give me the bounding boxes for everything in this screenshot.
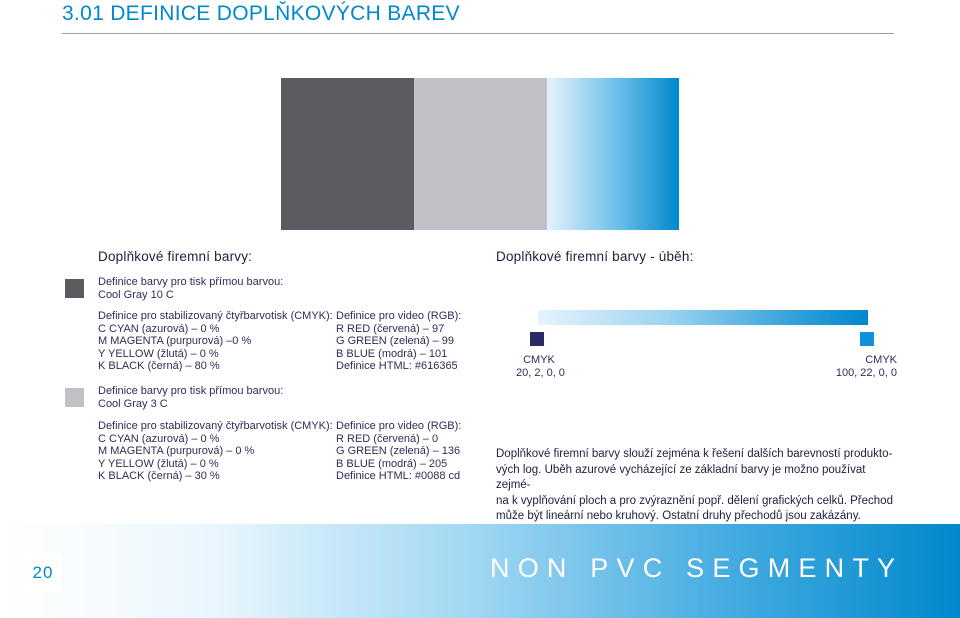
color1-cmyk-line: K BLACK (černá) – 80 % [98,360,220,373]
color1-cmyk-line: Y YELLOW (žlutá) – 0 % [98,347,219,360]
color2-spot-line: Cool Gray 3 C [98,397,168,410]
color1-rgb-definition [336,310,461,373]
description-line: Doplňkové firemní barvy slouží zejména k řešení dalších barevností produkto- [496,448,893,460]
color2-spot-line: Definice barvy pro tisk přímou barvou: [98,385,284,397]
page-number: 20 [24,554,62,592]
right-section-heading: Doplňkové firemní barvy - úběh: [496,249,694,264]
gradient-start-cmyk-title: CMYK [523,354,555,366]
color1-rgb-line: G GREEN (zelená) – 99 [336,335,454,348]
swatch-cool-gray-10 [281,78,414,230]
swatch-cool-gray-3 [414,78,547,230]
description-line: vých log. Uběh azurové vycházející ze základní barvy je možno používat zejmé- [496,463,866,491]
description-line: na k vyplňování ploch a pro zvýraznění popř. dělení grafických celků. Přechod [496,494,893,507]
color1-swatch [65,279,84,298]
color1-spot-definition [98,276,283,301]
color2-rgb-line: G GREEN (zelená) – 136 [336,445,461,458]
gradient-end-swatch [860,332,874,346]
title-divider [62,33,894,34]
color1-spot-line: Cool Gray 10 C [98,288,174,301]
color1-rgb-line: R RED (červená) – 97 [336,322,445,335]
color2-cmyk-line: C CYAN (azurová) – 0 % [98,432,220,445]
footer-brand: NON PVC SEGMENTY [490,553,904,583]
color2-cmyk-line: M MAGENTA (purpurová) – 0 % [98,445,255,458]
color2-rgb-line: B BLUE (modrá) – 205 [336,457,448,470]
color2-rgb-line: Definice HTML: #0088 cd [336,470,461,483]
color2-cmyk-definition [98,420,333,483]
gradient-start-cmyk-value: 20, 2, 0, 0 [516,367,565,379]
description-line: může být lineární nebo kruhový. Ostatní druhy přechodů jsou zakázány. [496,510,861,522]
color1-cmyk-line: Definice pro stabilizovaný čtyřbarvotisk (CMYK): [98,310,333,322]
color1-rgb-line: B BLUE (modrá) – 101 [336,347,448,360]
color1-rgb-line: Definice HTML: #616365 [336,360,458,373]
gradient-start-label [516,354,565,380]
page-title: 3.01 DEFINICE DOPLŇKOVÝCH BAREV [62,2,460,25]
color2-cmyk-line: Y YELLOW (žlutá) – 0 % [98,457,219,470]
color1-rgb-line: Definice pro video (RGB): [336,310,462,322]
gradient-bar [538,310,868,325]
swatch-azure-gradient [547,78,679,230]
color2-spot-definition [98,385,283,410]
gradient-end-cmyk-title: CMYK [865,354,897,366]
gradient-start-swatch [530,332,544,346]
color2-cmyk-line: Definice pro stabilizovaný čtyřbarvotisk (CMYK): [98,420,333,432]
color1-cmyk-definition [98,310,333,373]
color2-rgb-definition [336,420,461,483]
color2-rgb-line: R RED (červená) – 0 [336,432,439,445]
color1-spot-line: Definice barvy pro tisk přímou barvou: [98,276,284,288]
color1-cmyk-line: M MAGENTA (purpurová) –0 % [98,335,252,348]
color1-cmyk-line: C CYAN (azurová) – 0 % [98,322,220,335]
gradient-description [496,447,902,525]
left-section-heading: Doplňkové firemní barvy: [98,249,253,264]
gradient-end-label [835,354,897,380]
color2-swatch [65,388,84,407]
color2-rgb-line: Definice pro video (RGB): [336,420,462,432]
color2-cmyk-line: K BLACK (černá) – 30 % [98,470,220,483]
gradient-end-cmyk-value: 100, 22, 0, 0 [835,367,897,379]
